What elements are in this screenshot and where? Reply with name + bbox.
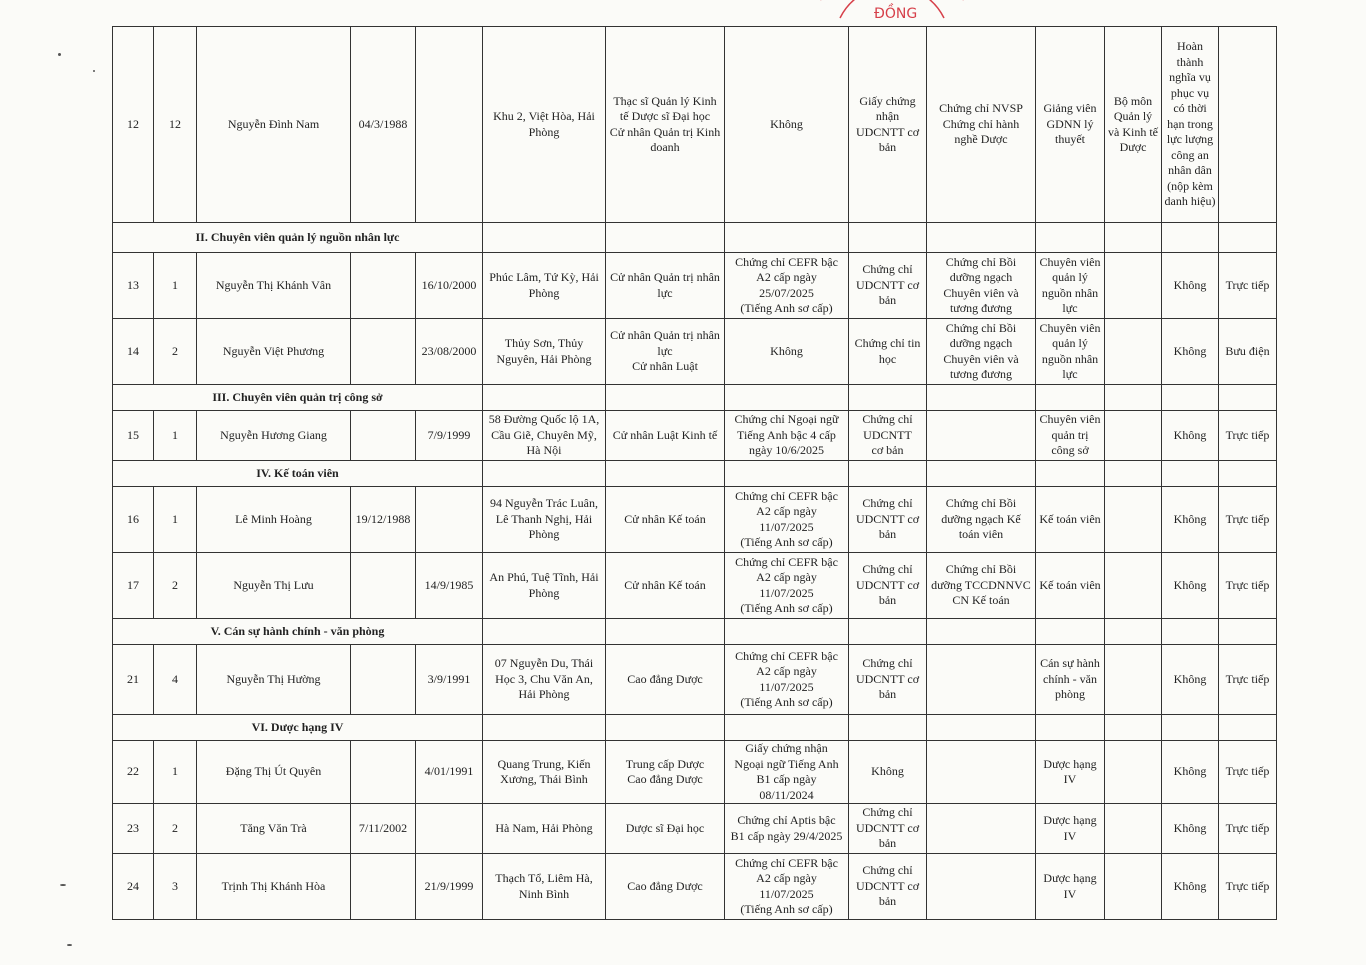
stt-cell: 16: [113, 487, 154, 553]
full-name-cell: Tăng Văn Trà: [197, 804, 351, 854]
scan-speck: [58, 53, 61, 56]
stt-cell: 13: [113, 253, 154, 319]
empty-cell: [606, 715, 725, 741]
birth-date-male-cell: [351, 741, 416, 804]
stt-cell: 22: [113, 741, 154, 804]
birth-date-female-cell: 4/01/1991: [416, 741, 483, 804]
empty-cell: [927, 461, 1036, 487]
department-cell: Bộ môn Quản lý và Kinh tế Dược: [1105, 27, 1162, 223]
birth-date-male-cell: [351, 411, 416, 461]
position-cell: Chuyên viên quản lý nguồn nhân lực: [1036, 253, 1105, 319]
birth-date-male-cell: [351, 553, 416, 619]
empty-cell: [1162, 715, 1219, 741]
empty-cell: [1162, 461, 1219, 487]
education-cell: Cử nhân Quản trị nhân lực: [606, 253, 725, 319]
birth-date-female-cell: 14/9/1985: [416, 553, 483, 619]
section-row: [113, 223, 1277, 253]
education-cell: Cử nhân Kế toán: [606, 487, 725, 553]
education-cell: Trung cấp Dược Cao đẳng Dược: [606, 741, 725, 804]
full-name-cell: Trịnh Thị Khánh Hòa: [197, 854, 351, 920]
empty-cell: [1162, 223, 1219, 253]
empty-cell: [1219, 223, 1277, 253]
it-cert-cell: Giấy chứng nhận UDCNTT cơ bản: [849, 27, 927, 223]
foreign-language-cell: Không: [725, 319, 849, 385]
empty-cell: [1219, 619, 1277, 645]
foreign-language-cell: Chứng chỉ CEFR bậc A2 cấp ngày 25/07/2025 (Tiếng Anh sơ cấp): [725, 253, 849, 319]
education-cell: Cao đẳng Dược: [606, 854, 725, 920]
foreign-language-cell: Chứng chỉ Aptis bậc B1 cấp ngày 29/4/2025: [725, 804, 849, 854]
empty-cell: [1162, 385, 1219, 411]
candidate-list-table: [112, 26, 1277, 920]
empty-cell: [606, 385, 725, 411]
birth-date-male-cell: [351, 319, 416, 385]
section-title: III. Chuyên viên quản trị công sở: [113, 385, 483, 411]
empty-cell: [1036, 461, 1105, 487]
foreign-language-cell: Chứng chỉ Ngoại ngữ Tiếng Anh bậc 4 cấp ngày 10/6/2025: [725, 411, 849, 461]
table-row: [113, 553, 1277, 619]
full-name-cell: Nguyễn Đình Nam: [197, 27, 351, 223]
position-cell: Kế toán viên: [1036, 553, 1105, 619]
priority-cell: Không: [1162, 253, 1219, 319]
group-stt-cell: 12: [154, 27, 197, 223]
birth-date-male-cell: [351, 854, 416, 920]
it-cert-cell: Không: [849, 741, 927, 804]
submission-method-cell: Trực tiếp: [1219, 741, 1277, 804]
stt-cell: 12: [113, 27, 154, 223]
full-name-cell: Lê Minh Hoàng: [197, 487, 351, 553]
position-cell: Dược hạng IV: [1036, 854, 1105, 920]
section-title: IV. Kế toán viên: [113, 461, 483, 487]
submission-method-cell: Trực tiếp: [1219, 645, 1277, 715]
empty-cell: [606, 619, 725, 645]
empty-cell: [927, 619, 1036, 645]
empty-cell: [483, 715, 606, 741]
table-row: [113, 804, 1277, 854]
stt-cell: 21: [113, 645, 154, 715]
empty-cell: [1036, 385, 1105, 411]
empty-cell: [927, 715, 1036, 741]
stt-cell: 23: [113, 804, 154, 854]
group-stt-cell: 3: [154, 854, 197, 920]
foreign-language-cell: Chứng chỉ CEFR bậc A2 cấp ngày 11/07/2025 (Tiếng Anh sơ cấp): [725, 854, 849, 920]
foreign-language-cell: Chứng chỉ CEFR bậc A2 cấp ngày 11/07/2025 (Tiếng Anh sơ cấp): [725, 645, 849, 715]
empty-cell: [483, 461, 606, 487]
table-row: [113, 27, 1277, 223]
birth-date-male-cell: 04/3/1988: [351, 27, 416, 223]
empty-cell: [606, 223, 725, 253]
section-row: [113, 619, 1277, 645]
empty-cell: [1219, 715, 1277, 741]
empty-cell: [927, 223, 1036, 253]
birth-date-female-cell: 7/9/1999: [416, 411, 483, 461]
birth-date-male-cell: 19/12/1988: [351, 487, 416, 553]
group-stt-cell: 2: [154, 553, 197, 619]
group-stt-cell: 4: [154, 645, 197, 715]
empty-cell: [1105, 385, 1162, 411]
department-cell: [1105, 645, 1162, 715]
full-name-cell: Nguyễn Thị Lưu: [197, 553, 351, 619]
section-row: [113, 385, 1277, 411]
submission-method-cell: Trực tiếp: [1219, 411, 1277, 461]
full-name-cell: Nguyễn Hương Giang: [197, 411, 351, 461]
address-cell: Quang Trung, Kiến Xương, Thái Bình: [483, 741, 606, 804]
table-row: [113, 253, 1277, 319]
empty-cell: [1105, 715, 1162, 741]
position-cell: Cán sự hành chính - văn phòng: [1036, 645, 1105, 715]
professional-cert-cell: Chứng chỉ Bồi dưỡng ngạch Chuyên viên và tương đương: [927, 319, 1036, 385]
address-cell: 58 Đường Quốc lộ 1A, Cầu Giẽ, Chuyên Mỹ, Hà Nội: [483, 411, 606, 461]
full-name-cell: Nguyễn Thị Khánh Vân: [197, 253, 351, 319]
birth-date-female-cell: 23/08/2000: [416, 319, 483, 385]
foreign-language-cell: Không: [725, 27, 849, 223]
full-name-cell: Nguyễn Việt Phương: [197, 319, 351, 385]
address-cell: 94 Nguyễn Trác Luân, Lê Thanh Nghị, Hải Phòng: [483, 487, 606, 553]
empty-cell: [483, 619, 606, 645]
scan-speck: [93, 70, 95, 72]
education-cell: Cao đẳng Dược: [606, 645, 725, 715]
priority-cell: Không: [1162, 411, 1219, 461]
department-cell: [1105, 411, 1162, 461]
priority-cell: Không: [1162, 741, 1219, 804]
department-cell: [1105, 741, 1162, 804]
empty-cell: [1162, 619, 1219, 645]
section-title: VI. Dược hạng IV: [113, 715, 483, 741]
it-cert-cell: Chứng chỉ UDCNTT cơ bản: [849, 645, 927, 715]
scan-speck: [67, 944, 72, 946]
it-cert-cell: Chứng chỉ tin học: [849, 319, 927, 385]
empty-cell: [1036, 619, 1105, 645]
it-cert-cell: Chứng chỉ UDCNTT cơ bản: [849, 411, 927, 461]
position-cell: Giảng viên GDNN lý thuyết: [1036, 27, 1105, 223]
priority-cell: Không: [1162, 487, 1219, 553]
professional-cert-cell: [927, 741, 1036, 804]
birth-date-male-cell: [351, 645, 416, 715]
it-cert-cell: Chứng chỉ UDCNTT cơ bản: [849, 553, 927, 619]
professional-cert-cell: Chứng chỉ NVSP Chứng chỉ hành nghề Dược: [927, 27, 1036, 223]
empty-cell: [1036, 715, 1105, 741]
address-cell: Thạch Tổ, Liêm Hà, Ninh Bình: [483, 854, 606, 920]
address-cell: Phúc Lâm, Tứ Kỳ, Hải Phòng: [483, 253, 606, 319]
empty-cell: [1105, 461, 1162, 487]
empty-cell: [725, 385, 849, 411]
priority-cell: Không: [1162, 645, 1219, 715]
birth-date-female-cell: [416, 487, 483, 553]
foreign-language-cell: Giấy chứng nhận Ngoại ngữ Tiếng Anh B1 cấp ngày 08/11/2024: [725, 741, 849, 804]
submission-method-cell: Trực tiếp: [1219, 553, 1277, 619]
department-cell: [1105, 854, 1162, 920]
it-cert-cell: Chứng chỉ UDCNTT cơ bản: [849, 487, 927, 553]
birth-date-female-cell: 16/10/2000: [416, 253, 483, 319]
empty-cell: [483, 385, 606, 411]
empty-cell: [725, 715, 849, 741]
address-cell: Khu 2, Việt Hòa, Hải Phòng: [483, 27, 606, 223]
priority-cell: Hoàn thành nghĩa vụ phục vụ có thời hạn trong lực lượng công an nhân dân (nộp kèm danh hiệu): [1162, 27, 1219, 223]
birth-date-female-cell: [416, 804, 483, 854]
empty-cell: [725, 619, 849, 645]
empty-cell: [1105, 223, 1162, 253]
education-cell: Dược sĩ Đại học: [606, 804, 725, 854]
submission-method-cell: [1219, 27, 1277, 223]
table-row: [113, 319, 1277, 385]
address-cell: Thủy Sơn, Thủy Nguyên, Hải Phòng: [483, 319, 606, 385]
professional-cert-cell: [927, 804, 1036, 854]
position-cell: Dược hạng IV: [1036, 804, 1105, 854]
education-cell: Thạc sĩ Quản lý Kinh tế Dược sĩ Đại học Cử nhân Quản trị Kinh doanh: [606, 27, 725, 223]
birth-date-female-cell: 3/9/1991: [416, 645, 483, 715]
department-cell: [1105, 553, 1162, 619]
empty-cell: [849, 619, 927, 645]
priority-cell: Không: [1162, 553, 1219, 619]
stt-cell: 14: [113, 319, 154, 385]
position-cell: Kế toán viên: [1036, 487, 1105, 553]
scan-speck: [60, 884, 66, 886]
empty-cell: [849, 385, 927, 411]
empty-cell: [483, 223, 606, 253]
group-stt-cell: 2: [154, 319, 197, 385]
stt-cell: 17: [113, 553, 154, 619]
section-title: II. Chuyên viên quản lý nguồn nhân lực: [113, 223, 483, 253]
submission-method-cell: Bưu điện: [1219, 319, 1277, 385]
table-row: [113, 487, 1277, 553]
it-cert-cell: Chứng chỉ UDCNTT cơ bản: [849, 253, 927, 319]
empty-cell: [725, 461, 849, 487]
professional-cert-cell: [927, 645, 1036, 715]
stt-cell: 15: [113, 411, 154, 461]
professional-cert-cell: [927, 854, 1036, 920]
empty-cell: [1219, 385, 1277, 411]
section-row: [113, 461, 1277, 487]
department-cell: [1105, 319, 1162, 385]
empty-cell: [725, 223, 849, 253]
group-stt-cell: 1: [154, 253, 197, 319]
submission-method-cell: Trực tiếp: [1219, 253, 1277, 319]
empty-cell: [849, 461, 927, 487]
group-stt-cell: 2: [154, 804, 197, 854]
empty-cell: [1219, 461, 1277, 487]
table-row: [113, 411, 1277, 461]
foreign-language-cell: Chứng chỉ CEFR bậc A2 cấp ngày 11/07/2025 (Tiếng Anh sơ cấp): [725, 487, 849, 553]
it-cert-cell: Chứng chỉ UDCNTT cơ bản: [849, 854, 927, 920]
stt-cell: 24: [113, 854, 154, 920]
priority-cell: Không: [1162, 854, 1219, 920]
seal-text: ĐỒNG: [874, 6, 918, 22]
empty-cell: [1036, 223, 1105, 253]
empty-cell: [849, 715, 927, 741]
address-cell: Hà Nam, Hải Phòng: [483, 804, 606, 854]
position-cell: Chuyên viên quản trị công sở: [1036, 411, 1105, 461]
department-cell: [1105, 253, 1162, 319]
professional-cert-cell: Chứng chỉ Bồi dưỡng ngạch Kế toán viên: [927, 487, 1036, 553]
birth-date-male-cell: 7/11/2002: [351, 804, 416, 854]
professional-cert-cell: Chứng chỉ Bồi dưỡng TCCDNNVC CN Kế toán: [927, 553, 1036, 619]
address-cell: An Phú, Tuệ Tĩnh, Hải Phòng: [483, 553, 606, 619]
full-name-cell: Nguyễn Thị Hường: [197, 645, 351, 715]
department-cell: [1105, 487, 1162, 553]
priority-cell: Không: [1162, 804, 1219, 854]
address-cell: 07 Nguyễn Du, Thái Học 3, Chu Văn An, Hải Phòng: [483, 645, 606, 715]
table-row: [113, 741, 1277, 804]
department-cell: [1105, 804, 1162, 854]
submission-method-cell: Trực tiếp: [1219, 804, 1277, 854]
birth-date-female-cell: 21/9/1999: [416, 854, 483, 920]
birth-date-female-cell: [416, 27, 483, 223]
section-row: [113, 715, 1277, 741]
empty-cell: [1105, 619, 1162, 645]
professional-cert-cell: [927, 411, 1036, 461]
education-cell: Cử nhân Luật Kinh tế: [606, 411, 725, 461]
group-stt-cell: 1: [154, 741, 197, 804]
education-cell: Cử nhân Quản trị nhân lực Cử nhân Luật: [606, 319, 725, 385]
section-title: V. Cán sự hành chính - văn phòng: [113, 619, 483, 645]
foreign-language-cell: Chứng chỉ CEFR bậc A2 cấp ngày 11/07/2025 (Tiếng Anh sơ cấp): [725, 553, 849, 619]
empty-cell: [927, 385, 1036, 411]
position-cell: Dược hạng IV: [1036, 741, 1105, 804]
priority-cell: Không: [1162, 319, 1219, 385]
group-stt-cell: 1: [154, 411, 197, 461]
it-cert-cell: Chứng chỉ UDCNTT cơ bản: [849, 804, 927, 854]
submission-method-cell: Trực tiếp: [1219, 854, 1277, 920]
education-cell: Cử nhân Kế toán: [606, 553, 725, 619]
group-stt-cell: 1: [154, 487, 197, 553]
table-row: [113, 645, 1277, 715]
birth-date-male-cell: [351, 253, 416, 319]
position-cell: Chuyên viên quản lý nguồn nhân lực: [1036, 319, 1105, 385]
empty-cell: [606, 461, 725, 487]
empty-cell: [849, 223, 927, 253]
full-name-cell: Đặng Thị Út Quyên: [197, 741, 351, 804]
professional-cert-cell: Chứng chỉ Bồi dưỡng ngạch Chuyên viên và tương đương: [927, 253, 1036, 319]
submission-method-cell: Trực tiếp: [1219, 487, 1277, 553]
table-row: [113, 854, 1277, 920]
